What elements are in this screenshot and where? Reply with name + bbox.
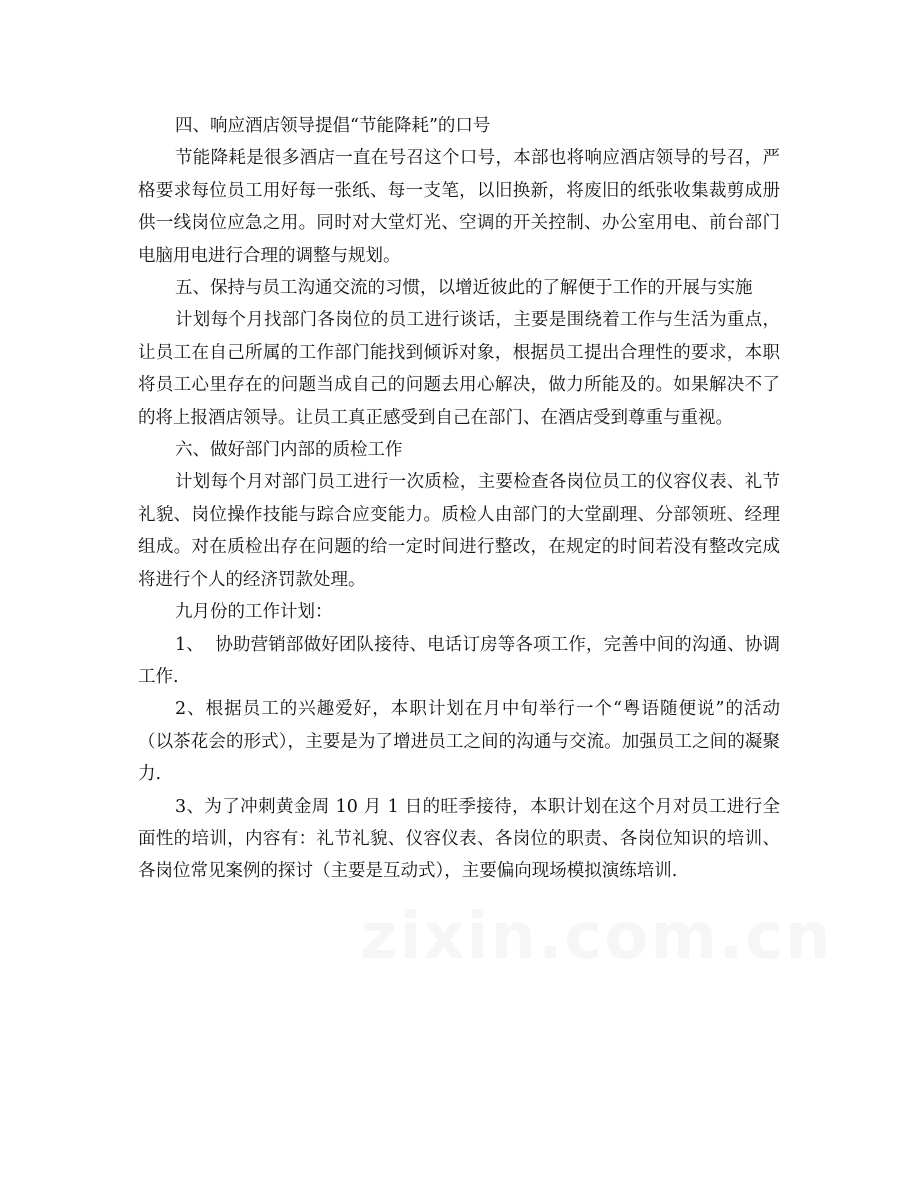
section-heading-communication: 五、保持与员工沟通交流的习惯，以增近彼此的了解便于工作的开展与实施 (175, 278, 753, 299)
paragraph-communication: 计划每个月找部门各岗位的员工进行谈话，主要是围绕着工作与生活为重点，让员工在自己所属的工作部门能找到倾诉对象，根据员工提出合理性的要求，本职将员工心里存在的问题当成自己的问题去用心解决，做力所能及的。如果解决不了的将上报酒店领导。让员工真正感受到自己在部门、在酒店受到尊重与重视。 (138, 310, 780, 428)
section-heading-quality-check: 六、做好部门内部的质检工作 (175, 440, 403, 461)
plan-item-2: 2、根据员工的兴趣爱好，本职计划在月中旬举行一个“粤语随便说”的活动（以茶花会的形式），主要是为了增进员工之间的沟通与交流。加强员工之间的凝聚力. (138, 699, 780, 785)
plan-item-1: 1、 协助营销部做好团队接待、电话订房等各项工作，完善中间的沟通、协调工作. (138, 634, 780, 687)
section-heading-energy-saving: 四、响应酒店领导提倡“节能降耗”的口号 (175, 116, 491, 136)
paragraph-energy-saving: 节能降耗是很多酒店一直在号召这个口号，本部也将响应酒店领导的号召，严格要求每位员工用好每一张纸、每一支笔，以旧换新，将废旧的纸张收集裁剪成册供一线岗位应急之用。同时对大堂灯光、空调的开关控制、办公室用电、前台部门电脑用电进行合理的调整与规划。 (138, 148, 780, 266)
paragraph-quality-check: 计划每个月对部门员工进行一次质检，主要检查各岗位员工的仪容仪表、礼节礼貌、岗位操作技能与踪合应变能力。质检人由部门的大堂副理、分部领班、经理组成。对在质检出存在问题的给一定时间进行整改，在规定的时间若没有整改完成将进行个人的经济罚款处理。 (138, 472, 780, 590)
watermark (360, 900, 833, 974)
document-body (138, 110, 780, 888)
september-plan-heading: 九月份的工作计划： (175, 602, 333, 623)
plan-item-3: 3、为了冲刺黄金周 10 月 1 日的旺季接待，本职计划在这个月对员工进行全面性的培训，内容有：礼节礼貌、仪容仪表、各岗位的职责、各岗位知识的培训、各岗位常见案例的探讨（主要是互动式），主要偏向现场模拟演练培训. (138, 796, 780, 882)
